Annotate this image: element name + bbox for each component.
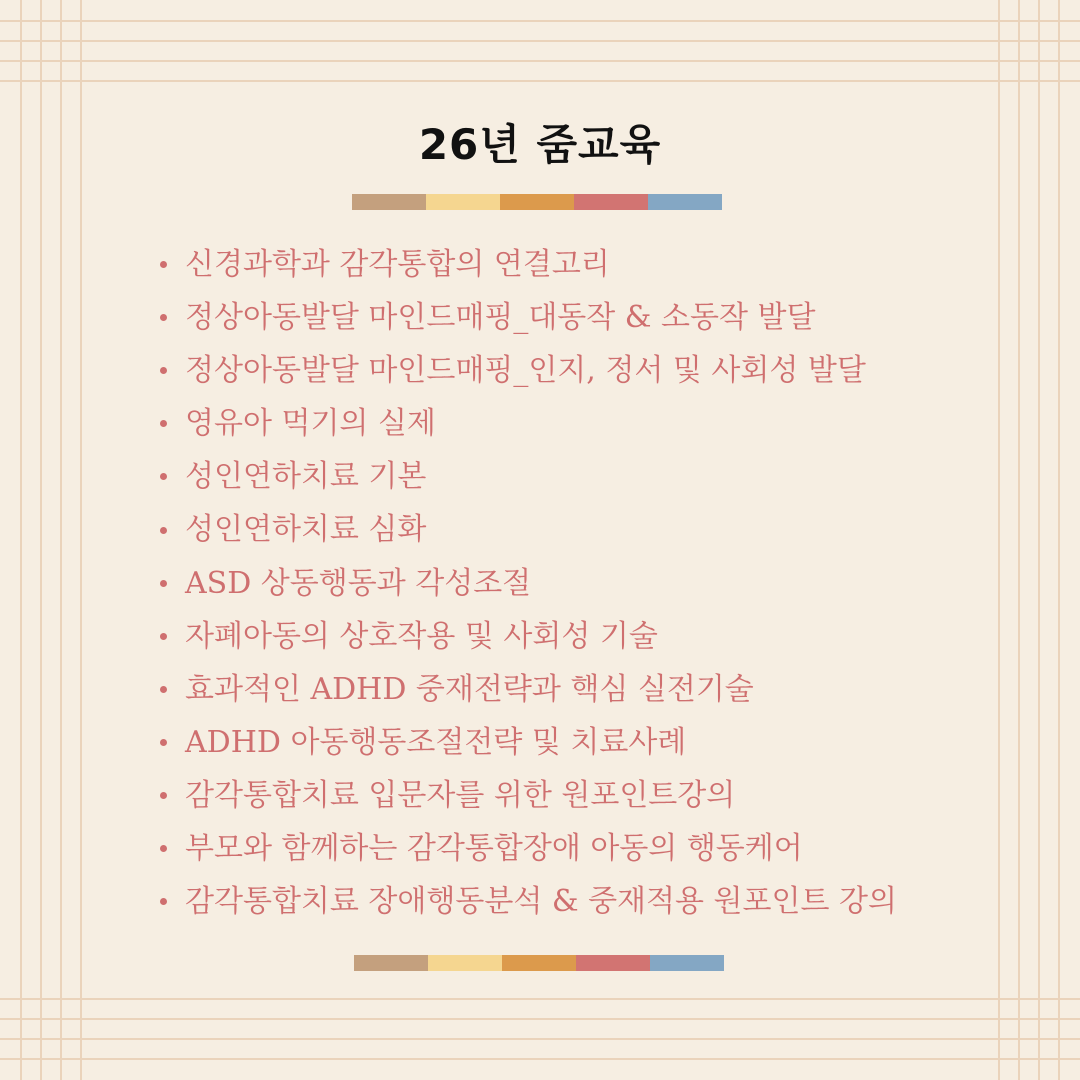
stripe-segment [502, 955, 576, 971]
course-title: 감각통합치료 입문자를 위한 원포인트강의 [185, 777, 736, 813]
stripe-segment [500, 194, 574, 210]
frame-line-bottom-1 [0, 998, 1080, 1000]
stripe-segment [354, 955, 428, 971]
course-title: 정상아동발달 마인드매핑_인지, 정서 및 사회성 발달 [185, 353, 866, 389]
list-item [160, 663, 897, 716]
course-title: 성인연하치료 기본 [185, 459, 427, 495]
stripe-segment [650, 955, 724, 971]
bullet-icon [160, 473, 167, 480]
bullet-icon [160, 314, 167, 321]
course-title: ADHD 아동행동조절전략 및 치료사례 [185, 724, 687, 760]
course-title: 성인연하치료 심화 [185, 512, 427, 548]
list-item [160, 450, 897, 503]
frame-line-bottom-2 [0, 1018, 1080, 1020]
bullet-icon [160, 527, 167, 534]
list-item [160, 291, 897, 344]
bullet-icon [160, 261, 167, 268]
course-title: 부모와 함께하는 감각통합장애 아동의 행동케어 [185, 831, 803, 867]
frame-line-top-1 [0, 20, 1080, 22]
course-list [160, 238, 897, 928]
bullet-icon [160, 367, 167, 374]
color-stripe-bottom [354, 955, 724, 971]
list-item [160, 610, 897, 663]
bullet-icon [160, 686, 167, 693]
list-item [160, 238, 897, 291]
frame-line-bottom-4 [0, 1058, 1080, 1060]
list-item [160, 344, 897, 397]
course-title: 정상아동발달 마인드매핑_대동작 & 소동작 발달 [185, 300, 816, 336]
list-item [160, 503, 897, 556]
frame-line-bottom-3 [0, 1038, 1080, 1040]
stripe-segment [576, 955, 650, 971]
bullet-icon [160, 420, 167, 427]
bullet-icon [160, 898, 167, 905]
course-title: 영유아 먹기의 실제 [185, 406, 436, 442]
frame-line-top-2 [0, 40, 1080, 42]
page-title: 26년 줌교육 [418, 120, 662, 169]
course-title: ASD 상동행동과 각성조절 [185, 565, 532, 601]
bullet-icon [160, 739, 167, 746]
stripe-segment [574, 194, 648, 210]
list-item [160, 769, 897, 822]
color-stripe-top [352, 194, 722, 210]
course-title: 자폐아동의 상호작용 및 사회성 기술 [185, 618, 658, 654]
list-item [160, 822, 897, 875]
bullet-icon [160, 633, 167, 640]
frame-line-top-4 [0, 80, 1080, 82]
bullet-icon [160, 845, 167, 852]
list-item [160, 716, 897, 769]
bullet-icon [160, 580, 167, 587]
stripe-segment [428, 955, 502, 971]
stripe-segment [352, 194, 426, 210]
list-item [160, 557, 897, 610]
list-item [160, 397, 897, 450]
bullet-icon [160, 792, 167, 799]
stripe-segment [426, 194, 500, 210]
stripe-segment [648, 194, 722, 210]
course-title: 신경과학과 감각통합의 연결고리 [185, 247, 610, 282]
frame-line-top-3 [0, 60, 1080, 62]
list-item [160, 875, 897, 928]
course-title: 감각통합치료 장애행동분석 & 중재적용 원포인트 강의 [185, 884, 897, 920]
course-title: 효과적인 ADHD 중재전략과 핵심 실전기술 [185, 671, 754, 707]
